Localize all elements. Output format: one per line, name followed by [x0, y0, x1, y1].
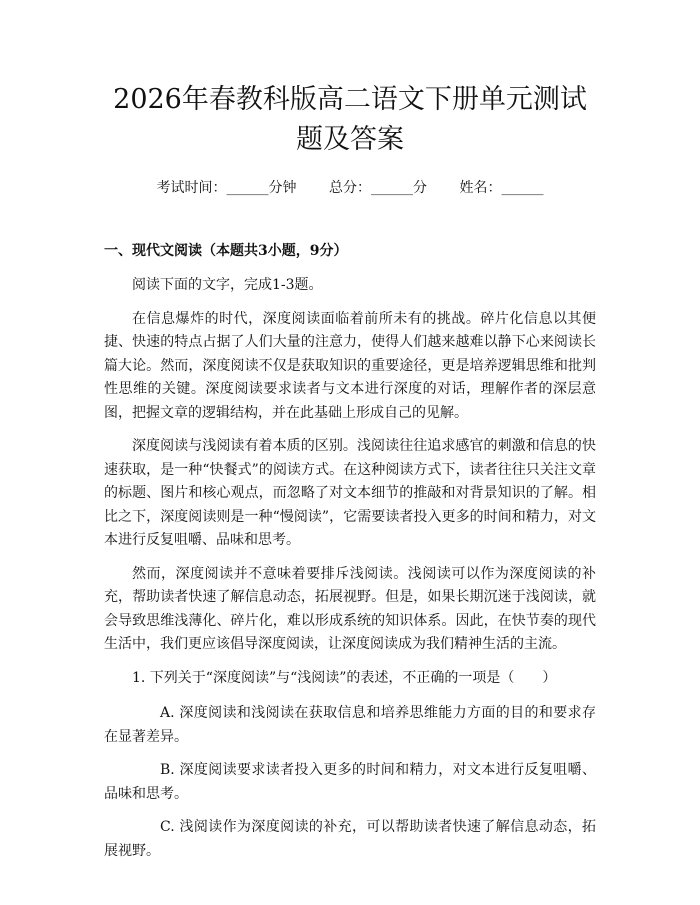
question-option-a: A. 深度阅读和浅阅读在获取信息和培养思维能力方面的目的和要求存在显著差异。	[104, 705, 596, 745]
reading-instruction: 阅读下面的文字，完成1-3题。	[132, 277, 323, 293]
student-name-field: 姓名：______	[459, 180, 544, 196]
total-score-field: 总分：______分	[329, 180, 427, 196]
exam-time-field: 考试时间：______分钟	[156, 180, 297, 196]
question-option-b: B. 深度阅读要求读者投入更多的时间和精力，对文本进行反复咀嚼、品味和思考。	[104, 762, 596, 802]
exam-info-line	[104, 178, 596, 198]
passage-paragraph: 然而，深度阅读并不意味着要排斥浅阅读。浅阅读可以作为深度阅读的补充，帮助读者快速了解信息动态，拓展视野。但是，如果长期沉迷于浅阅读，就会导致思维浅薄化、碎片化，难以形成系统的知识体系。因此，在快节奏的现代生活中，我们更应该倡导深度阅读，让深度阅读成为我们精神生活的主流。	[104, 565, 596, 652]
passage-paragraph: 深度阅读与浅阅读有着本质的区别。浅阅读往往追求感官的刺激和信息的快速获取，是一种“快餐式”的阅读方式。在这种阅读方式下，读者往往只关注文章的标题、图片和核心观点，而忽略了对文本细节的推敲和对背景知识的了解。相比之下，深度阅读则是一种“慢阅读”，它需要读者投入更多的时间和精力，对文本进行反复咀嚼、品味和思考。	[104, 438, 596, 548]
question-option-c: C. 浅阅读作为深度阅读的补充，可以帮助读者快速了解信息动态，拓展视野。	[104, 819, 596, 859]
document-title: 2026年春教科版高二语文下册单元测试题及答案	[113, 84, 587, 155]
passage-paragraph: 在信息爆炸的时代，深度阅读面临着前所未有的挑战。碎片化信息以其便捷、快速的特点占据了人们大量的注意力，使得人们越来越难以静下心来阅读长篇大论。然而，深度阅读不仅是获取知识的重要途径，更是培养逻辑思维和批判性思维的关键。深度阅读要求读者与文本进行深度的对话，理解作者的深层意图，把握文章的逻辑结构，并在此基础上形成自己的见解。	[104, 310, 596, 421]
question-stem: 1. 下列关于“深度阅读”与“浅阅读”的表述，不正确的一项是（ ）	[132, 669, 557, 686]
section-heading: 一、现代文阅读（本题共3小题，9分）	[104, 243, 348, 259]
